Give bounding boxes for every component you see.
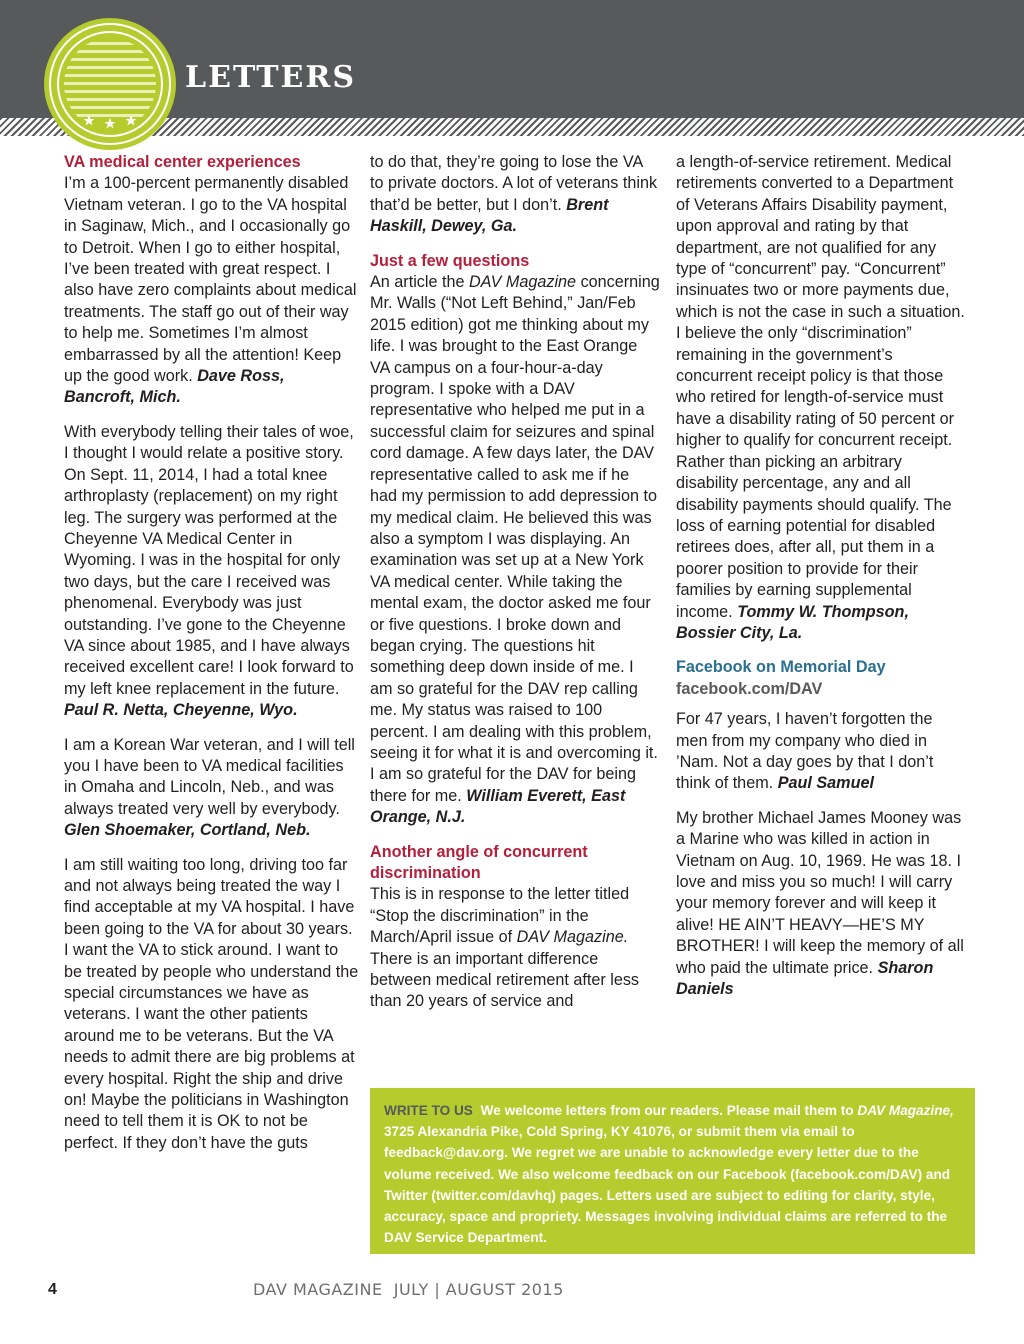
letter-heading-va-medical: VA medical center experiences	[64, 153, 301, 171]
letter-body	[64, 173, 359, 408]
column-1	[64, 152, 359, 1167]
letter-heading-concurrent: Another angle of concurrent discrimination	[370, 842, 588, 882]
letter-text: concerning Mr. Walls (“Not Left Behind,” Jan/Feb 2015 edition) got me thinking about my life. I was brought to the East Orange VA campus on a four-hour-a-day program. I spoke with a DAV representative who helped me put in a successful claim for seizures and spinal cord damage. A few days later, the DAV representative called to ask me if he had my permission to add depression to my medical claim. He believed this was also a symptom I was displaying. An examination was set up at a New York VA medical center. While taking the mental exam, the doctor asked me four or five questions. I broke down and began crying. The questions hit something deep down inside of me. I am so grateful for the DAV rep calling me. My status was raised to 100 percent. I am dealing with this problem, seeing it for what it is and overcoming it. I am so grateful for the DAV for being there for me.	[370, 273, 660, 805]
letter-signature: Dave Ross, Bancroft, Mich.	[64, 367, 285, 407]
letter-text: My brother Michael James Mooney was a Marine who was killed in action in Vietnam on Aug. 10, 1969. He was 18. I love and miss you so much! I will carry your memory forever and will keep it alive! HE AIN’T HEAVY—HE’S MY BROTHER! I will keep the memory of all who paid the ultimate price.	[676, 808, 964, 977]
letter-body	[64, 422, 359, 722]
letter-body	[370, 884, 660, 1012]
letters-badge-icon	[40, 14, 180, 154]
magazine-title: DAV Magazine	[468, 273, 577, 292]
letter-body	[370, 272, 660, 829]
letter-signature: Sharon Daniels	[676, 958, 934, 999]
letter-signature: Tommy W. Thompson, Bossier City, La.	[676, 602, 909, 642]
letter-body	[370, 152, 660, 238]
letter-body	[64, 735, 359, 842]
letter-text: There is an important difference between medical retirement after less than 20 years of service and	[370, 949, 640, 1011]
write-to-us-box	[370, 1088, 975, 1254]
letter-body	[64, 855, 359, 1155]
letter-signature: Glen Shoemaker, Cortland, Neb.	[64, 821, 311, 840]
letter-text: This is in response to the letter titled “Stop the discrimination” in the March/April issue of	[370, 885, 630, 947]
page-number: 4	[48, 1281, 57, 1298]
letter-text: a length-of-service retirement. Medical retirements converted to a Department of Veterans Affairs Disability payment, upon approval and rating by that department, are not qualified for any type of “concurrent” pay. “Concurrent” insinuates two or more payments due, which is not the case in such a situation. I believe the only “discrimination” remaining in the government’s concurrent receipt policy is that those who retired for length-of-service must have a disability rating of 50 percent or higher to qualify for concurrent receipt. Rather than picking an arbitrary disability percentage, any and all disability payments should qualify. The loss of earning potential for disabled retirees does, after all, put them in a poorer position to provide for their families by earning supplemental income.	[676, 153, 965, 621]
letter-signature: Brent Haskill, Dewey, Ga.	[370, 195, 609, 236]
letter-heading-questions: Just a few questions	[370, 251, 530, 270]
write-to-us-text: 3725 Alexandria Pike, Cold Spring, KY 41076, or submit them via email to feedback@dav.org. We regret we are unable to acknowledge every letter due to the volume received. We also welcome feedback on our Facebook (facebook.com/DAV) and Twitter (twitter.com/davhq) pages. Letters used are subject to editing for clarity, style, accuracy, space and propriety. Messages involving individual claims are referred to the DAV Service Department.	[384, 1124, 951, 1246]
letter-signature: Paul R. Netta, Cheyenne, Wyo.	[64, 701, 298, 720]
magazine-title: DAV Magazine,	[857, 1103, 954, 1118]
letter-text: to do that, they’re going to lose the VA to private doctors. A lot of veterans think that’d be better, but I don’t.	[370, 153, 658, 214]
letter-signature: Paul Samuel	[777, 774, 874, 793]
letter-body	[676, 152, 966, 644]
column-2	[370, 152, 660, 1026]
footer-magazine-issue: DAV MAGAZINE JULY | AUGUST 2015	[253, 1280, 564, 1299]
letter-text: I am a Korean War veteran, and I will tell you I have been to VA medical facilities in Omaha and Lincoln, Neb., and was always treated very well by everybody.	[64, 735, 355, 818]
letter-text: For 47 years, I haven’t forgotten the men from my company who died in ’Nam. Not a day goes by that I don’t think of them.	[676, 710, 934, 793]
write-to-us-label: WRITE TO US	[384, 1103, 473, 1118]
letter-text: I am still waiting too long, driving too far and not always being treated the way I find acceptable at my VA hospital. I have been going to the VA for about 30 years. I want the VA to stick around. I want to be treated by people who understand the special circumstances we have as veterans. I want the other patients around me to be veterans. But the VA needs to admit there are big problems at every hospital. Right the ship and drive on! Maybe the politicians in Washington need to tell them it is OK to not be perfect. If they don’t have the guts	[64, 855, 359, 1152]
letter-signature: William Everett, East Orange, N.J.	[370, 786, 626, 827]
letter-text: With everybody telling their tales of woe, I thought I would relate a positive story. On Sept. 11, 2014, I had a total knee arthroplasty (replacement) on my right leg. The surgery was performed at the Cheyenne VA Medical Center in Wyoming. I was in the hospital for only two days, but the care I received was phenomenal. Everybody was just outstanding. I’ve gone to the Cheyenne VA since about 1985, and I have always received excellent care! I look forward to my left knee replacement in the future.	[64, 422, 354, 698]
facebook-link[interactable]: facebook.com/DAV	[676, 679, 823, 698]
letter-body	[676, 709, 966, 795]
letter-text: I’m a 100-percent permanently disabled Vietnam veteran. I go to the VA hospital in Saginaw, Mich., and I occasionally go to Detroit. When I go to either hospital, I’ve been treated with great respect. I also have zero complaints about medical treatments. The staff go out of their way to help me. Sometimes I’m almost embarrassed by all the attention! Keep up the good work.	[64, 174, 357, 386]
facebook-heading: Facebook on Memorial Day	[676, 658, 886, 677]
letter-text: An article the	[370, 273, 465, 292]
section-title: LETTERS	[185, 60, 357, 95]
column-3	[676, 152, 966, 1013]
write-to-us-text: We welcome letters from our readers. Please mail them to	[480, 1103, 854, 1118]
letter-body	[676, 808, 966, 1001]
magazine-title: DAV Magazine.	[516, 928, 629, 947]
